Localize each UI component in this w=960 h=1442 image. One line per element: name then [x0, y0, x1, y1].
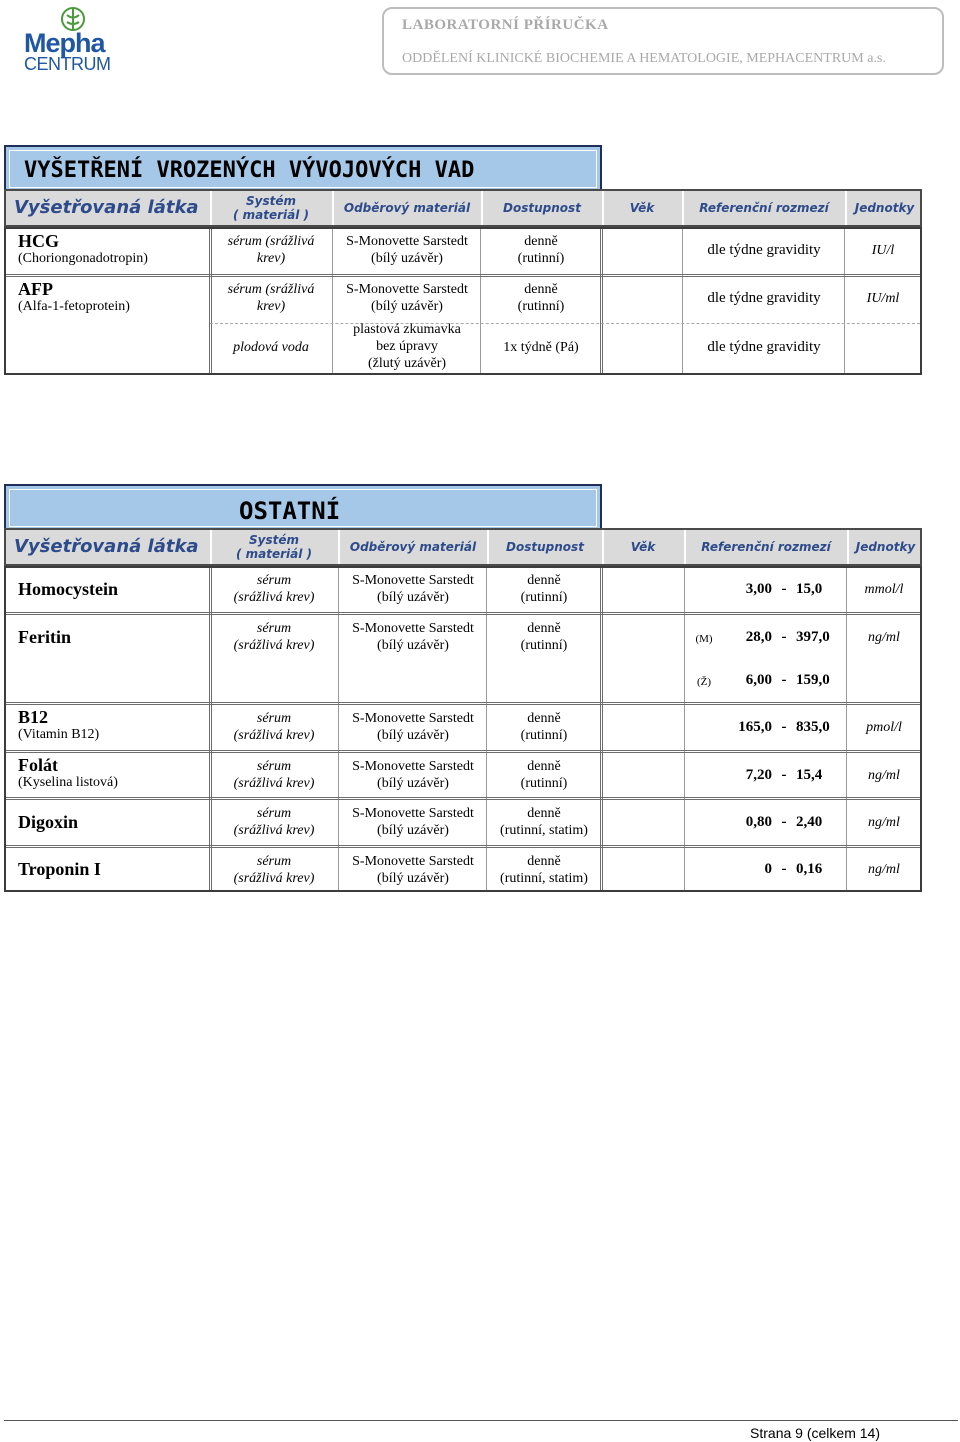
range-dash: - [781, 719, 787, 735]
sample-cell: S-Monovette Sarstedt (bílý uzávěr) [352, 759, 474, 791]
table-row-troponin: Troponin I [18, 859, 101, 879]
range-low: 165,0 [738, 719, 772, 735]
system-cell: sérum (srážlivá krev) [227, 234, 315, 266]
range-low: 3,00 [745, 581, 772, 597]
table-header [4, 528, 922, 566]
reference-cell: dle týdne gravidity [707, 339, 821, 355]
logo-text-mepha: Mepha [24, 28, 105, 58]
sample-cell: S-Monovette Sarstedt (bílý uzávěr) [352, 711, 474, 743]
range-high: 159,0 [796, 672, 830, 688]
availability-cell: 1x týdně (Pá) [503, 340, 579, 355]
table-row-hcg: HCG (Choriongonadotropin) [18, 231, 148, 266]
system-cell: sérum (srážlivá krev) [227, 282, 315, 314]
section-title-bar [4, 484, 602, 532]
range-low: 7,20 [745, 767, 772, 783]
availability-cell: denně (rutinní) [520, 621, 568, 653]
range-high: 15,4 [796, 767, 823, 783]
manual-title: LABORATORNÍ PŘÍRUČKA [402, 17, 609, 33]
availability-cell: denně (rutinní) [517, 282, 565, 314]
range-dash: - [781, 581, 787, 597]
range-dash: - [781, 767, 787, 783]
col-header-units: Jednotky [854, 201, 915, 215]
section-title: VYŠETŘENÍ VROZENÝCH VÝVOJOVÝCH VAD [24, 158, 475, 183]
availability-cell: denně (rutinní) [520, 573, 568, 605]
sex-female-label: (Ž) [696, 676, 712, 688]
system-cell: sérum (srážlivá krev) [233, 759, 315, 791]
range-high: 2,40 [796, 814, 823, 830]
col-header-substance: Vyšetřovaná látka [14, 536, 199, 557]
availability-cell: denně (rutinní, statim) [500, 806, 588, 838]
sex-male-label: (M) [695, 633, 713, 645]
table-header [4, 189, 922, 227]
header-box [382, 7, 944, 75]
sample-cell: S-Monovette Sarstedt (bílý uzávěr) [346, 282, 468, 314]
col-header-sample: Odběrový materiál [349, 540, 477, 554]
range-dash: - [781, 814, 787, 830]
section-title: OSTATNÍ [239, 497, 341, 525]
range-low: 28,0 [745, 629, 772, 645]
page-number: Strana 9 (celkem 14) [750, 1425, 880, 1441]
range-low: 6,00 [745, 672, 772, 688]
col-header-age: Věk [630, 540, 656, 554]
unit-cell: IU/l [871, 243, 895, 258]
range-dash: - [781, 629, 787, 645]
unit-cell: mmol/l [864, 582, 904, 597]
col-header-substance: Vyšetřovaná látka [14, 197, 199, 218]
footer-divider [4, 1420, 958, 1421]
reference-cell: dle týdne gravidity [707, 290, 821, 306]
range-dash: - [781, 672, 787, 688]
table-row-folat: Folát (Kyselina listová) [18, 755, 118, 790]
unit-cell: ng/ml [868, 768, 900, 783]
reference-cell: dle týdne gravidity [707, 242, 821, 258]
range-high: 835,0 [796, 719, 830, 735]
system-cell: sérum (srážlivá krev) [233, 711, 315, 743]
range-high: 0,16 [796, 861, 823, 877]
system-cell: sérum (srážlivá krev) [233, 806, 315, 838]
col-header-availability: Dostupnost [506, 540, 584, 554]
unit-cell: ng/ml [868, 862, 900, 877]
col-header-availability: Dostupnost [503, 201, 581, 215]
col-header-sample: Odběrový materiál [343, 201, 471, 215]
system-cell: sérum (srážlivá krev) [233, 573, 315, 605]
range-high: 15,0 [796, 581, 823, 597]
table-row-digoxin: Digoxin [18, 812, 79, 832]
col-header-reference: Referenční rozmezí [699, 201, 829, 215]
sample-cell: S-Monovette Sarstedt (bílý uzávěr) [352, 854, 474, 886]
col-header-reference: Referenční rozmezí [701, 540, 831, 554]
range-dash: - [781, 861, 787, 877]
section-title-bar [4, 145, 602, 193]
table-section2 [4, 566, 922, 892]
availability-cell: denně (rutinní) [517, 234, 565, 266]
system-cell: sérum (srážlivá krev) [233, 621, 315, 653]
availability-cell: denně (rutinní) [520, 759, 568, 791]
sample-cell: S-Monovette Sarstedt (bílý uzávěr) [352, 573, 474, 605]
col-header-system: Systém ( materiál ) [235, 533, 313, 561]
system-cell: sérum (srážlivá krev) [233, 854, 315, 886]
sample-cell: plastová zkumavka bez úpravy (žlutý uzávěr) [353, 322, 461, 371]
department-name: ODDĚLENÍ KLINICKÉ BIOCHEMIE A HEMATOLOGIE, MEPHACENTRUM a.s. [402, 51, 886, 66]
mepha-logo [20, 6, 110, 72]
col-header-system: Systém ( materiál ) [232, 194, 310, 222]
table-row-b12: B12 (Vitamin B12) [18, 707, 100, 742]
unit-cell: pmol/l [866, 720, 902, 735]
col-header-age: Věk [629, 201, 655, 215]
range-high: 397,0 [796, 629, 830, 645]
sample-cell: S-Monovette Sarstedt (bílý uzávěr) [352, 621, 474, 653]
col-header-units: Jednotky [855, 540, 916, 554]
table-row-homocystein: Homocystein [18, 579, 118, 599]
unit-cell: ng/ml [868, 630, 900, 645]
table-section1 [4, 227, 922, 375]
table-row-afp: AFP (Alfa-1-fetoprotein) [18, 279, 130, 314]
sample-cell: S-Monovette Sarstedt (bílý uzávěr) [346, 234, 468, 266]
availability-cell: denně (rutinní, statim) [500, 854, 588, 886]
unit-cell: IU/ml [866, 291, 900, 306]
system-cell: plodová voda [233, 340, 309, 355]
logo-text-centrum: CENTRUM [24, 54, 111, 74]
range-low: 0 [764, 861, 772, 877]
range-low: 0,80 [745, 814, 772, 830]
table-row-feritin: Feritin [18, 627, 71, 647]
availability-cell: denně (rutinní) [520, 711, 568, 743]
unit-cell: ng/ml [868, 815, 900, 830]
sample-cell: S-Monovette Sarstedt (bílý uzávěr) [352, 806, 474, 838]
